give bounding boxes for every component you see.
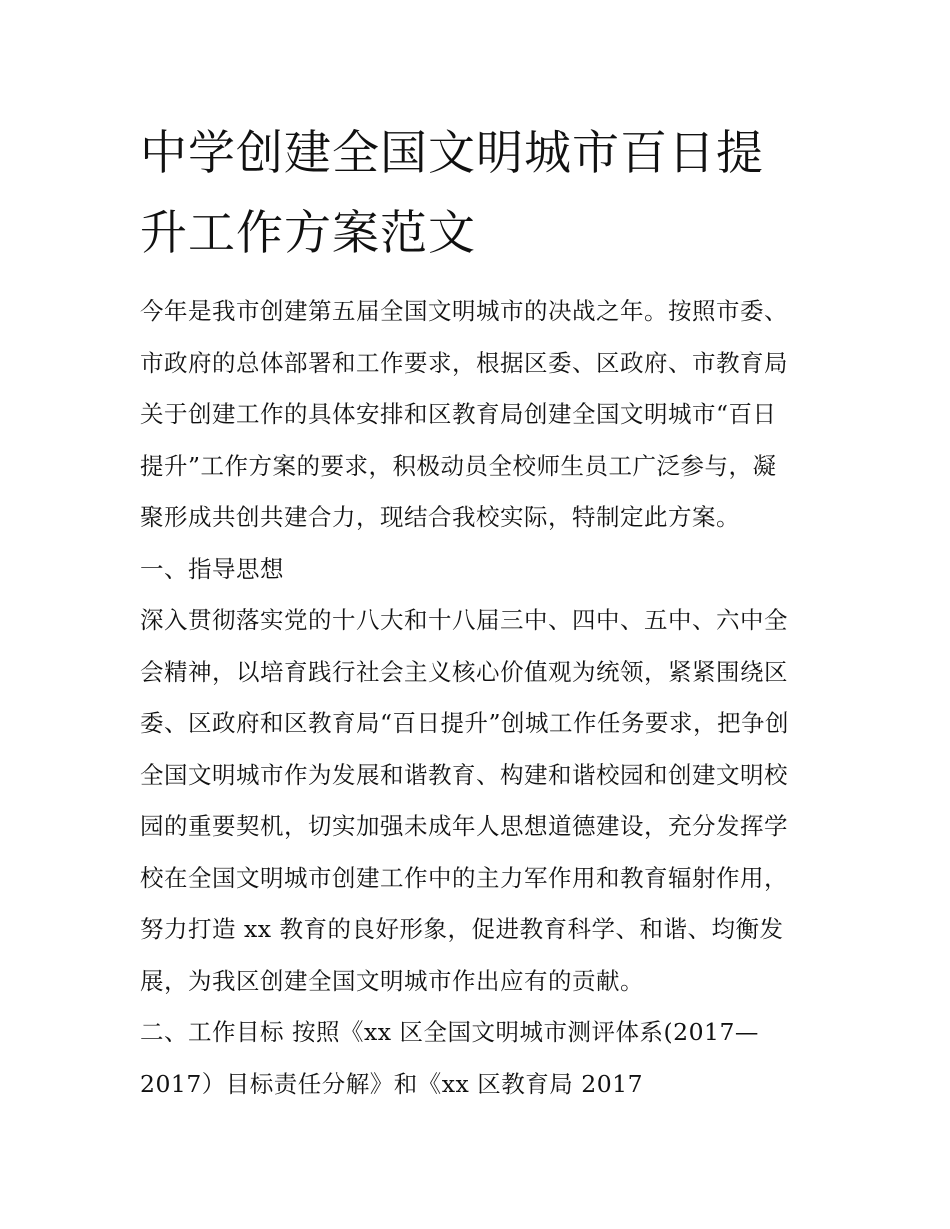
paragraph-line: 会精神，以培育践行社会主义核心价值观为统领，紧紧围绕区 [140,657,788,686]
document-content [140,114,820,1110]
paragraph-line: 今年是我市创建第五届全国文明城市的决战之年。按照市委、 [140,297,788,325]
paragraph-line: 深入贯彻落实党的十八大和十八届三中、四中、五中、六中全 [140,606,788,634]
paragraph-line: 校在全国文明城市创建工作中的主力军作用和教育辐射作用， [140,863,788,892]
paragraph-line: 展，为我区创建全国文明城市作出应有的贡献。 [140,966,644,995]
document-title [140,114,820,274]
document-body [140,286,820,1110]
paragraph-line: 关于创建工作的具体安排和区教育局创建全国文明城市“百日 [140,400,777,428]
paragraph-line: 努力打造 xx 教育的良好形象，促进教育科学、和谐、均衡发 [140,915,784,943]
paragraph-line: 园的重要契机，切实加强未成年人思想道德建设，充分发挥学 [140,812,788,840]
paragraph-line: 全国文明城市作为发展和谐教育、构建和谐校园和创建文明校 [140,760,788,789]
paragraph-line: 委、区政府和区教育局“百日提升”创城工作任务要求，把争创 [140,709,790,737]
paragraph-line: 提升”工作方案的要求，积极动员全校师生员工广泛参与，凝 [140,451,777,480]
section-heading: 二、工作目标 按照《xx 区全国文明城市测评体系(2017— [140,1018,759,1046]
paragraph-line: 聚形成共创共建合力，现结合我校实际，特制定此方案。 [140,503,740,531]
paragraph-line: 2017）目标责任分解》和《xx 区教育局 2017 [140,1069,644,1098]
title-line: 升工作方案范文 [140,206,476,261]
paragraph-line: 市政府的总体部署和工作要求，根据区委、区政府、市教育局 [140,348,788,377]
section-heading: 一、指导思想 [140,554,284,583]
title-line: 中学创建全国文明城市百日提 [140,126,764,181]
